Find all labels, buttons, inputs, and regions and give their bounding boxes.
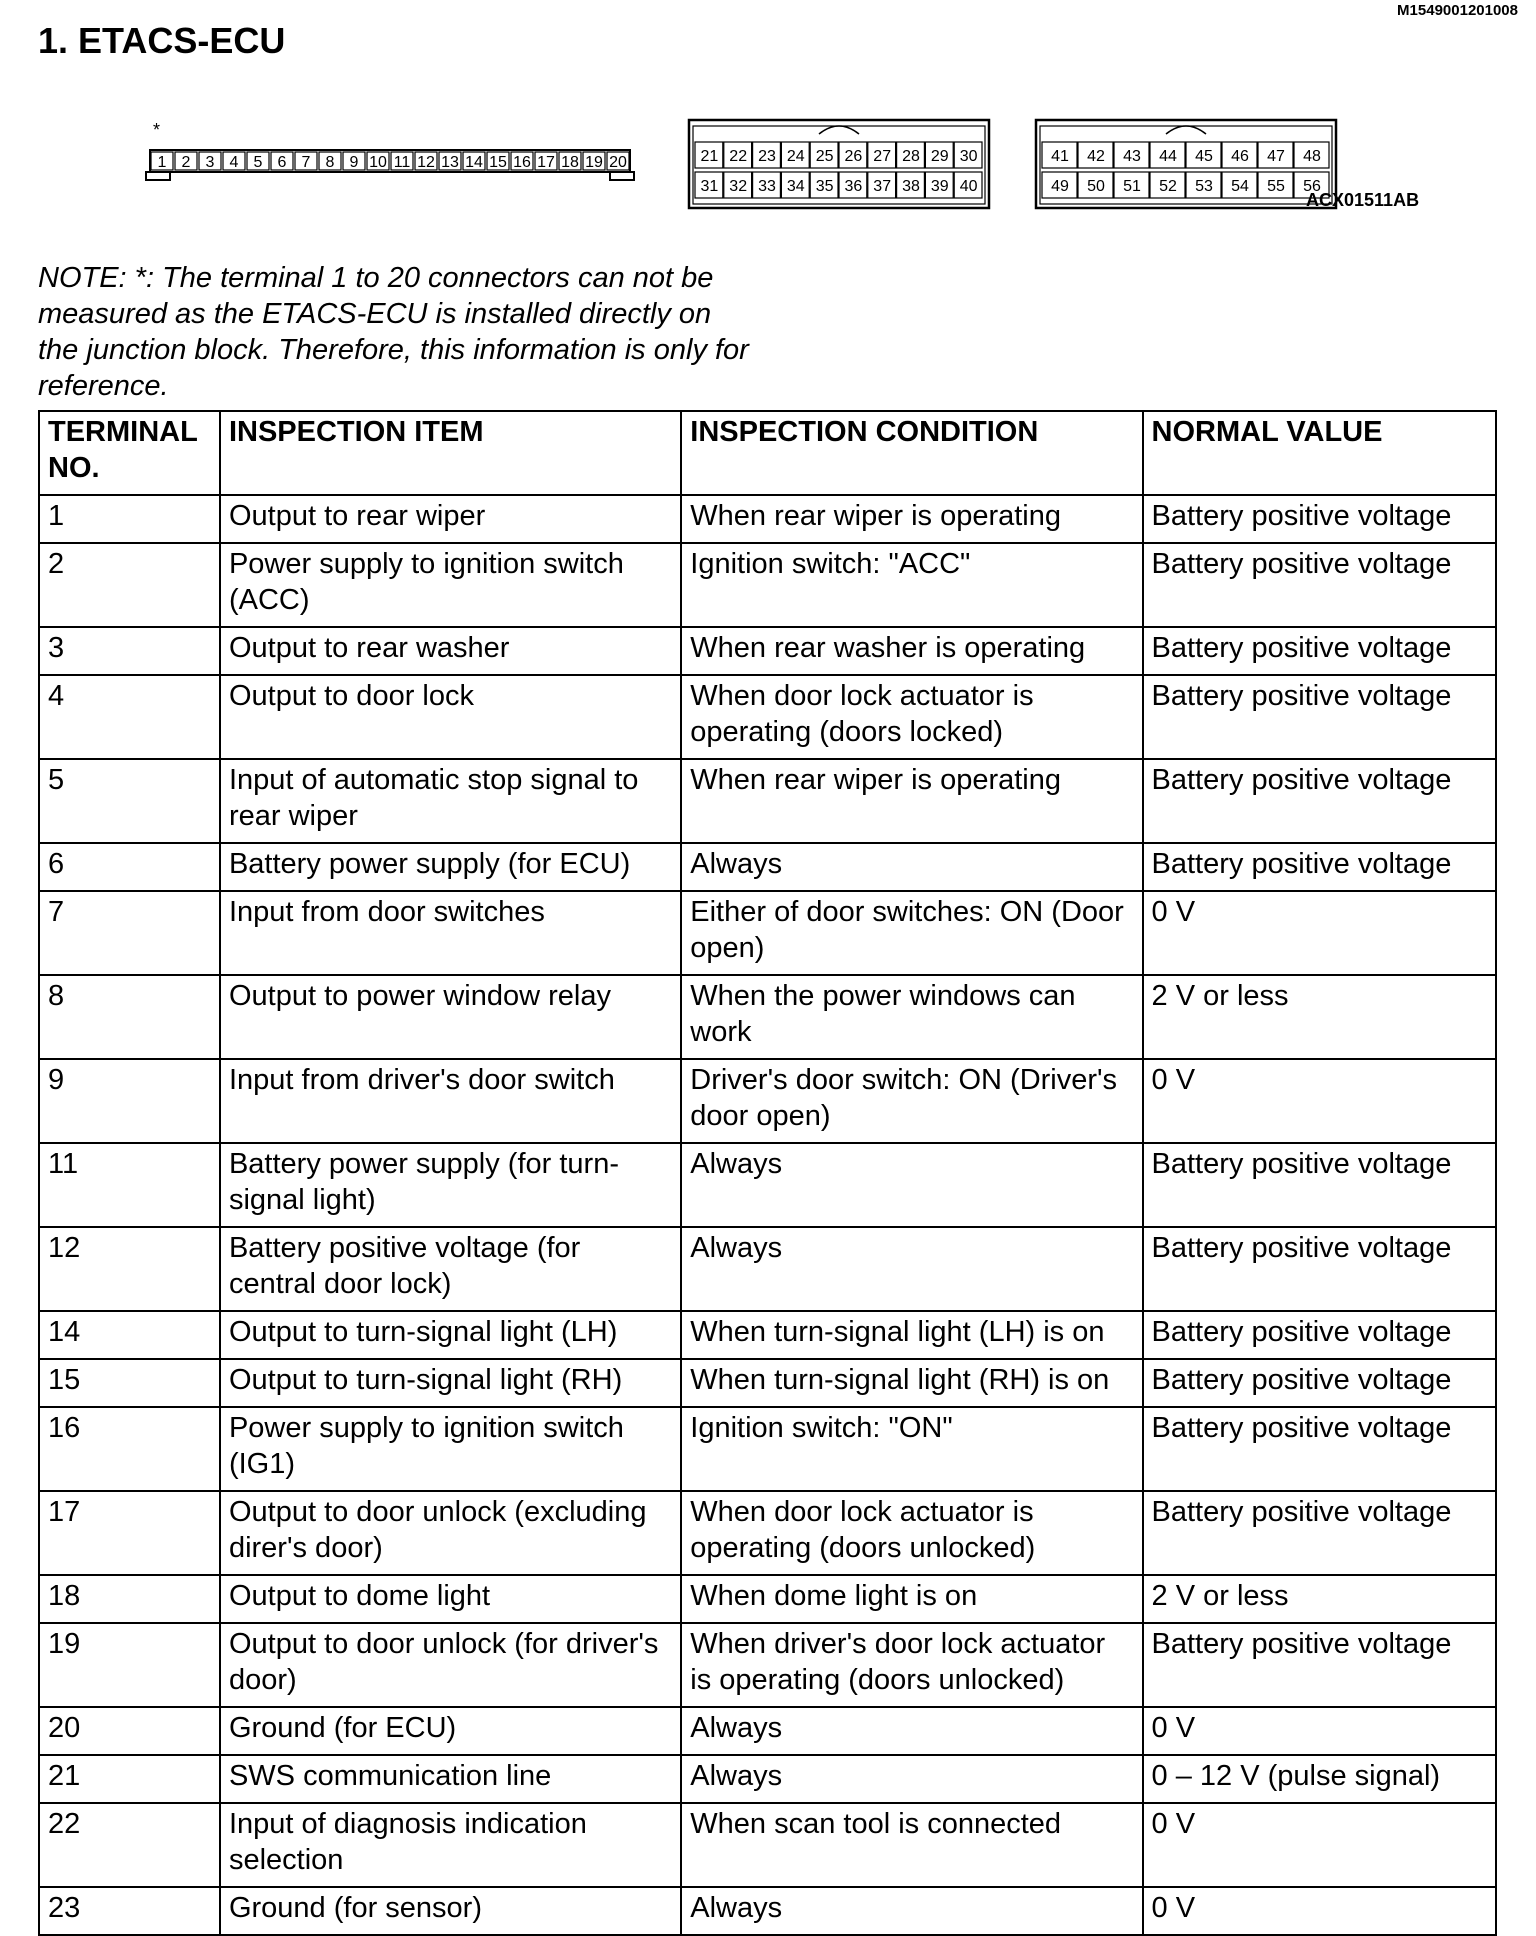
normal-value-cell: 0 V <box>1143 1803 1496 1887</box>
connector-c-pin-label: 45 <box>1195 148 1213 165</box>
connector-c-pin-label: 48 <box>1303 148 1321 165</box>
terminal-no-cell: 18 <box>39 1575 220 1623</box>
connector-b-pin-label: 26 <box>844 148 863 165</box>
note: NOTE: *: The terminal 1 to 20 connectors can not be measured as the ETACS-ECU is installed directly on the junction block. Therefore, this information is only for reference. <box>38 262 749 402</box>
connector-c-pin-label: 51 <box>1123 178 1141 195</box>
connector-a-pin-label: 12 <box>417 154 435 171</box>
terminal-no-cell: 7 <box>39 891 220 975</box>
connector-b-pin-label: 35 <box>815 178 834 195</box>
inspection-item-cell: Output to door lock <box>220 675 681 759</box>
connector-b-pin-label: 28 <box>902 148 920 165</box>
inspection-condition-cell: Always <box>681 1143 1142 1227</box>
table-row <box>39 843 1496 891</box>
connector-a-latch-left <box>146 172 170 180</box>
connector-diagram <box>146 118 1321 218</box>
normal-value-cell: Battery positive voltage <box>1143 759 1496 843</box>
table-row <box>39 1707 1496 1755</box>
connector-a-pin-label: 20 <box>609 154 627 171</box>
terminal-no-cell: 11 <box>39 1143 220 1227</box>
inspection-condition-cell: Always <box>681 1887 1142 1935</box>
connector-a-latch-right <box>610 172 634 180</box>
normal-value-cell: Battery positive voltage <box>1143 1407 1496 1491</box>
inspection-item-cell: Output to turn-signal light (RH) <box>220 1359 681 1407</box>
normal-value-cell: Battery positive voltage <box>1143 543 1496 627</box>
inspection-condition-cell: When scan tool is connected <box>681 1803 1142 1887</box>
header-inspection-condition: INSPECTION CONDITION <box>681 411 1142 495</box>
terminal-no-cell: 9 <box>39 1059 220 1143</box>
page-title: 1. ETACS-ECU <box>38 20 286 61</box>
table-row <box>39 759 1496 843</box>
connector-c-pin-label: 53 <box>1195 178 1213 195</box>
normal-value-cell: Battery positive voltage <box>1143 1227 1496 1311</box>
connector-a-pin-label: 7 <box>301 154 311 171</box>
inspection-condition-cell: Always <box>681 1707 1142 1755</box>
connector-b-pin-label: 24 <box>786 148 805 165</box>
normal-value-cell: Battery positive voltage <box>1143 843 1496 891</box>
connector-a-pin-label: 18 <box>561 154 579 171</box>
table-row <box>39 1887 1496 1935</box>
inspection-condition-cell: When door lock actuator is operating (doors unlocked) <box>681 1491 1142 1575</box>
connector-c-key <box>1166 126 1206 134</box>
normal-value-cell: 0 V <box>1143 1707 1496 1755</box>
connector-a-pin-label: 1 <box>157 154 167 171</box>
terminal-no-cell: 5 <box>39 759 220 843</box>
connector-c-pin-label: 52 <box>1159 178 1177 195</box>
inspection-condition-cell: When rear wiper is operating <box>681 495 1142 543</box>
connector-a-pin-label: 10 <box>369 154 387 171</box>
table-row <box>39 1143 1496 1227</box>
connector-b-pin-label: 29 <box>930 148 949 165</box>
header-inspection-item: INSPECTION ITEM <box>220 411 681 495</box>
inspection-condition-cell: When rear wiper is operating <box>681 759 1142 843</box>
terminal-no-cell: 15 <box>39 1359 220 1407</box>
inspection-condition-cell: Driver's door switch: ON (Driver's door open) <box>681 1059 1142 1143</box>
connector-b-pin-label: 39 <box>930 178 949 195</box>
normal-value-cell: 2 V or less <box>1143 975 1496 1059</box>
terminal-no-cell: 21 <box>39 1755 220 1803</box>
inspection-item-cell: Output to door unlock (for driver's door) <box>220 1623 681 1707</box>
connector-b-pin-label: 37 <box>873 178 892 195</box>
connector-b-pin-label: 27 <box>873 148 892 165</box>
inspection-item-cell: Ground (for ECU) <box>220 1707 681 1755</box>
terminal-no-cell: 23 <box>39 1887 220 1935</box>
connector-a-pin-label: 11 <box>393 154 411 171</box>
inspection-condition-cell: When door lock actuator is operating (doors locked) <box>681 675 1142 759</box>
connector-c-pin-label: 41 <box>1051 148 1069 165</box>
terminal-no-cell: 2 <box>39 543 220 627</box>
connector-b-pin-label: 30 <box>959 148 978 165</box>
normal-value-cell: 2 V or less <box>1143 1575 1496 1623</box>
terminal-no-cell: 4 <box>39 675 220 759</box>
connector-b-key <box>819 126 859 134</box>
inspection-condition-cell: When rear washer is operating <box>681 627 1142 675</box>
inspection-item-cell: Output to turn-signal light (LH) <box>220 1311 681 1359</box>
normal-value-cell: Battery positive voltage <box>1143 627 1496 675</box>
connector-b-pin-label: 32 <box>729 178 748 195</box>
connector-c-pin-label: 50 <box>1087 178 1105 195</box>
table-row <box>39 495 1496 543</box>
connector-b-pin-label: 40 <box>959 178 978 195</box>
inspection-condition-cell: When the power windows can work <box>681 975 1142 1059</box>
normal-value-cell: 0 V <box>1143 891 1496 975</box>
connector-c-pin-label: 47 <box>1267 148 1285 165</box>
connector-b-pin-label: 34 <box>786 178 805 195</box>
connector-b-pin-label: 31 <box>700 178 719 195</box>
connector-a-pin-label: 5 <box>253 154 263 171</box>
connector-c-pin-label: 44 <box>1159 148 1177 165</box>
inspection-item-cell: Battery power supply (for turn-signal light) <box>220 1143 681 1227</box>
table-row <box>39 1755 1496 1803</box>
inspection-item-cell: Input of automatic stop signal to rear wiper <box>220 759 681 843</box>
connector-c-pin-label: 42 <box>1087 148 1105 165</box>
inspection-condition-cell: When dome light is on <box>681 1575 1142 1623</box>
connector-a-pin-label: 2 <box>181 154 191 171</box>
connector-b-pin-label: 25 <box>815 148 834 165</box>
inspection-condition-cell: Always <box>681 843 1142 891</box>
connector-c-pin-label: 43 <box>1123 148 1141 165</box>
normal-value-cell: 0 – 12 V (pulse signal) <box>1143 1755 1496 1803</box>
table-row <box>39 627 1496 675</box>
connector-b-pin-label: 36 <box>844 178 863 195</box>
normal-value-cell: Battery positive voltage <box>1143 675 1496 759</box>
table-header-row <box>39 411 1496 495</box>
normal-value-cell: Battery positive voltage <box>1143 1491 1496 1575</box>
document-id: M1549001201008 <box>1397 2 1518 19</box>
inspection-condition-cell: Either of door switches: ON (Door open) <box>681 891 1142 975</box>
terminal-no-cell: 8 <box>39 975 220 1059</box>
inspection-condition-cell: Ignition switch: "ON" <box>681 1407 1142 1491</box>
table-row <box>39 1575 1496 1623</box>
table-row <box>39 1623 1496 1707</box>
terminal-no-cell: 22 <box>39 1803 220 1887</box>
connector-c-pin-label: 56 <box>1303 178 1321 195</box>
normal-value-cell: Battery positive voltage <box>1143 1359 1496 1407</box>
inspection-item-cell: Output to power window relay <box>220 975 681 1059</box>
table-row <box>39 1803 1496 1887</box>
connector-a-pin-label: 4 <box>229 154 239 171</box>
connector-marker: * <box>153 120 161 140</box>
connector-b-pin-label: 38 <box>902 178 920 195</box>
normal-value-cell: 0 V <box>1143 1059 1496 1143</box>
connector-a-pin-label: 13 <box>441 154 459 171</box>
table-row <box>39 1359 1496 1407</box>
terminal-no-cell: 19 <box>39 1623 220 1707</box>
table-row <box>39 1311 1496 1359</box>
table-row <box>39 1491 1496 1575</box>
inspection-item-cell: Battery power supply (for ECU) <box>220 843 681 891</box>
connector-a-pin-label: 19 <box>585 154 603 171</box>
connector-c-pin-label: 46 <box>1231 148 1249 165</box>
connector-a-pin-label: 17 <box>537 154 555 171</box>
table-row <box>39 975 1496 1059</box>
inspection-item-cell: Output to rear wiper <box>220 495 681 543</box>
connector-a-pin-label: 3 <box>205 154 215 171</box>
inspection-condition-cell: When turn-signal light (RH) is on <box>681 1359 1142 1407</box>
normal-value-cell: 0 V <box>1143 1887 1496 1935</box>
figure-label: ACX01511AB <box>1306 190 1420 210</box>
connector-a-pin-label: 15 <box>489 154 507 171</box>
connector-b-pin-label: 21 <box>700 148 719 165</box>
terminal-no-cell: 3 <box>39 627 220 675</box>
connector-a-pin-label: 16 <box>513 154 531 171</box>
terminal-no-cell: 20 <box>39 1707 220 1755</box>
inspection-item-cell: Power supply to ignition switch (ACC) <box>220 543 681 627</box>
connector-b-pin-label: 23 <box>758 148 776 165</box>
normal-value-cell: Battery positive voltage <box>1143 495 1496 543</box>
connector-c-pin-label: 55 <box>1267 178 1285 195</box>
table-row <box>39 1227 1496 1311</box>
inspection-condition-cell: Always <box>681 1755 1142 1803</box>
terminal-no-cell: 6 <box>39 843 220 891</box>
inspection-condition-cell: When turn-signal light (LH) is on <box>681 1311 1142 1359</box>
inspection-item-cell: Input from driver's door switch <box>220 1059 681 1143</box>
inspection-condition-cell: Ignition switch: "ACC" <box>681 543 1142 627</box>
connector-c-pin-label: 49 <box>1051 178 1069 195</box>
inspection-item-cell: Input of diagnosis indication selection <box>220 1803 681 1887</box>
terminal-table <box>38 410 1497 1936</box>
normal-value-cell: Battery positive voltage <box>1143 1311 1496 1359</box>
inspection-item-cell: Output to rear washer <box>220 627 681 675</box>
connector-c-pin-label: 54 <box>1231 178 1249 195</box>
connector-a-pin-label: 14 <box>465 154 483 171</box>
inspection-item-cell: Battery positive voltage (for central door lock) <box>220 1227 681 1311</box>
terminal-no-cell: 14 <box>39 1311 220 1359</box>
terminal-no-cell: 1 <box>39 495 220 543</box>
normal-value-cell: Battery positive voltage <box>1143 1143 1496 1227</box>
terminal-no-cell: 12 <box>39 1227 220 1311</box>
connector-b-pin-label: 33 <box>758 178 776 195</box>
inspection-item-cell: Power supply to ignition switch (IG1) <box>220 1407 681 1491</box>
table-row <box>39 891 1496 975</box>
table-row <box>39 543 1496 627</box>
terminal-no-cell: 16 <box>39 1407 220 1491</box>
inspection-item-cell: Input from door switches <box>220 891 681 975</box>
inspection-item-cell: Output to door unlock (excluding direr's door) <box>220 1491 681 1575</box>
connector-b-pin-label: 22 <box>729 148 748 165</box>
header-terminal-no: TERMINAL NO. <box>39 411 220 495</box>
table-row <box>39 1059 1496 1143</box>
terminal-no-cell: 17 <box>39 1491 220 1575</box>
table-row <box>39 1407 1496 1491</box>
inspection-item-cell: Ground (for sensor) <box>220 1887 681 1935</box>
inspection-condition-cell: Always <box>681 1227 1142 1311</box>
header-normal-value: NORMAL VALUE <box>1143 411 1496 495</box>
inspection-item-cell: Output to dome light <box>220 1575 681 1623</box>
connector-a-pin-label: 9 <box>349 154 359 171</box>
connector-a-body <box>150 150 630 172</box>
connector-a-pin-label: 8 <box>325 154 335 171</box>
connector-a-pin-label: 6 <box>277 154 287 171</box>
normal-value-cell: Battery positive voltage <box>1143 1623 1496 1707</box>
inspection-condition-cell: When driver's door lock actuator is operating (doors unlocked) <box>681 1623 1142 1707</box>
inspection-item-cell: SWS communication line <box>220 1755 681 1803</box>
table-row <box>39 675 1496 759</box>
